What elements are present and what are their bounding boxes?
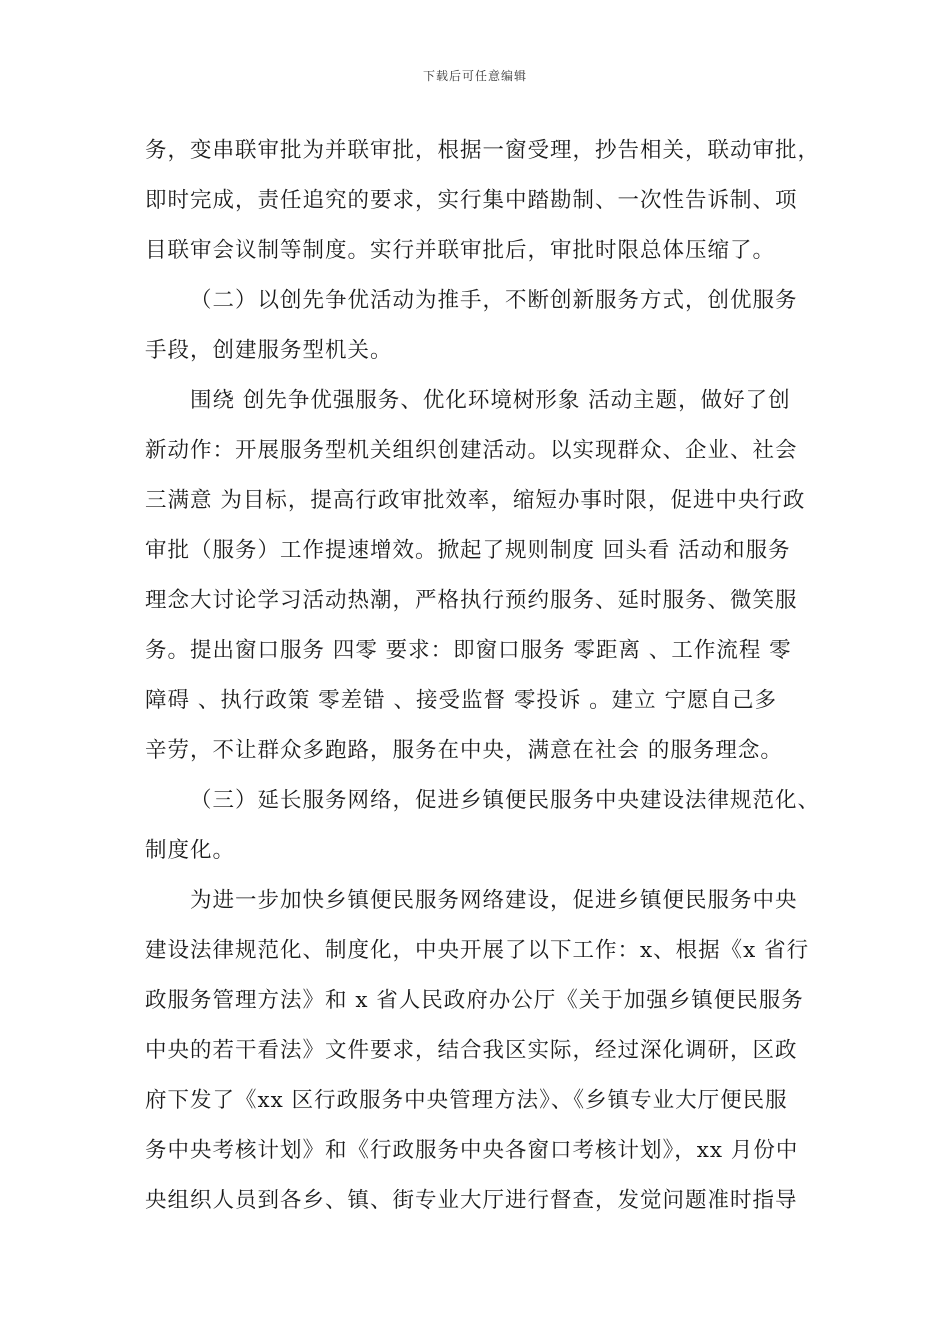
- section-heading-line: （二）以创先争优活动为推手，不断创新服务方式，创优服务: [190, 288, 798, 313]
- body-line: 新动作：开展服务型机关组织创建活动。以实现群众、企业、社会: [145, 438, 798, 463]
- body-line: 辛劳，不让群众多跑路，服务在中央，满意在社会 的服务理念。: [145, 738, 783, 763]
- body-line: 央组织人员到各乡、镇、街专业大厅进行督查，发觉问题准时指导: [145, 1188, 798, 1213]
- page-header: 下载后可任意编辑: [422, 69, 527, 83]
- body-line: 府下发了《xx 区行政服务中央管理方法》、《乡镇专业大厅便民服: [145, 1088, 788, 1113]
- body-line: 务。提出窗口服务 四零 要求：即窗口服务 零距离 、工作流程 零: [145, 638, 792, 663]
- section-heading-line: 制度化。: [145, 838, 236, 863]
- body-line: 目联审会议制等制度。实行并联审批后，审批时限总体压缩了。: [145, 238, 776, 263]
- body-line: 理念大讨论学习活动热潮，严格执行预约服务、延时服务、微笑服: [145, 588, 798, 613]
- body-line: 建设法律规范化、制度化，中央开展了以下工作：x、根据《x 省行: [145, 938, 810, 963]
- section-heading-line: （三）延长服务网络，促进乡镇便民服务中央建设法律规范化、: [190, 788, 821, 813]
- body-line: 围绕 创先争优强服务、优化环境树形象 活动主题，做好了创: [190, 388, 791, 413]
- body-line: 审批（服务）工作提速增效。掀起了规则制度 回头看 活动和服务: [145, 538, 791, 563]
- body-line: 务，变串联审批为并联审批，根据一窗受理，抄告相关，联动审批，: [145, 138, 821, 163]
- body-line: 即时完成，责任追究的要求，实行集中踏勘制、一次性告诉制、项: [145, 188, 798, 213]
- body-line: 为进一步加快乡镇便民服务网络建设，促进乡镇便民服务中央: [190, 888, 798, 913]
- body-line: 三满意 为目标，提高行政审批效率，缩短办事时限，促进中央行政: [145, 488, 806, 513]
- body-line: 政服务管理方法》和 x 省人民政府办公厅《关于加强乡镇便民服务: [145, 988, 804, 1013]
- body-line: 障碍 、执行政策 零差错 、接受监督 零投诉 。建立 宁愿自己多: [145, 688, 778, 713]
- body-line: 中央的若干看法》文件要求，结合我区实际，经过深化调研，区政: [145, 1038, 798, 1063]
- body-line: 务中央考核计划》和《行政服务中央各窗口考核计划》，xx 月份中: [145, 1138, 799, 1163]
- section-heading-line: 手段，创建服务型机关。: [145, 338, 393, 363]
